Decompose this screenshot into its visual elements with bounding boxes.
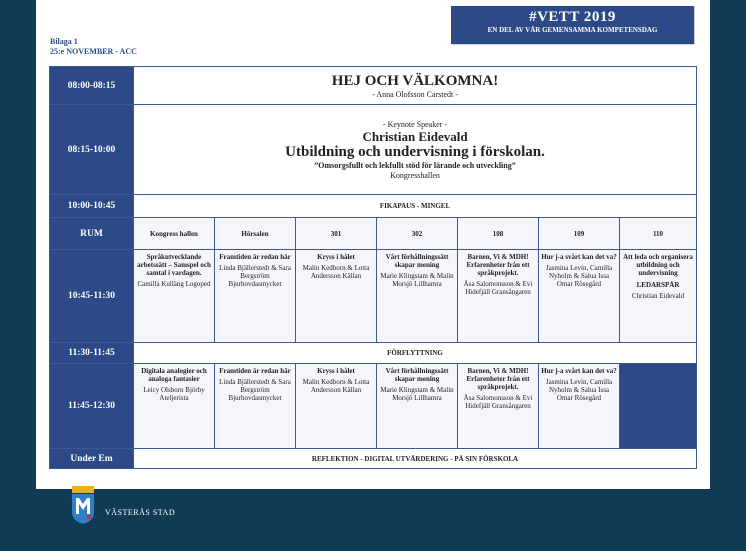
welcome-speaker: - Anna Olofsson Carstedt - [372,89,458,99]
session-track: LEDARSPÅR [636,281,680,289]
session-presenter: Malin Kedborn & Lotta Andersson Källan [302,378,370,394]
time-cell: 11:45-12:30 [50,364,134,449]
session-presenter: Linda Bjällerstedt & Sara Bergström Bjurhovdasmycket [219,378,291,402]
room-header: 301 [296,218,377,250]
schedule-page [36,0,710,489]
welcome-title: HEJ OCH VÄLKOMNA! [331,72,499,89]
session-cell [134,364,215,449]
session-presenter: Marie Klingstam & Malin Morsjö Lillhamra [380,272,454,288]
room-header: 302 [377,218,458,250]
session-presenter: Åsa Salomonsson & Evi Hidefjäll Gransångaren [463,394,533,410]
keynote-title: Utbildning och undervisning i förskolan. [285,143,545,160]
session-title: Vårt förhållningssätt skapar mening [385,253,449,269]
room-header: Hörsalen [215,218,296,250]
session-title: Hur j-a svårt kan det va? [541,367,617,375]
session-cell [134,250,215,343]
keynote-label: - Keynote Speaker - [382,119,448,129]
reflection-cell: REFLEKTION - DIGITAL UTVÄRDERING - PÅ SIN FÖRSKOLA [134,449,697,469]
session-cell [215,364,296,449]
organization-name: VÄSTERÅS STAD [105,508,176,517]
session-title: Barnen, Vi & MDH! Erfarenheter från ett språkprojekt. [466,367,530,391]
keynote-place: Kongresshallen [390,170,440,180]
session-presenter: Linda Bjällerstedt & Sara Bergström Bjurhovdasmycket [219,264,291,288]
session-cell [377,250,458,343]
time-cell: 11:30-11:45 [50,343,134,364]
room-header: Kongress hallen [134,218,215,250]
session-title: Barnen, Vi & MDH! Erfarenheter från ett språkprojekt. [466,253,530,277]
room-header: 108 [458,218,539,250]
room-header: 109 [539,218,620,250]
row-welcome [50,67,697,105]
session-title: Framtiden är redan här [219,367,291,375]
session-presenter: Christian Eidevald [631,292,685,300]
session-title: Vårt förhållningssätt skapar mening [385,367,449,383]
session-presenter: Leicy Olsborn Björby Ateljerista [143,386,205,402]
row-keynote [50,105,697,195]
session-presenter: Jasmina Levin, Camilla Nyholm & Salua Issa Omar Rösegård [545,264,613,288]
move-cell: FÖRFLYTTNING [134,343,697,364]
session-title: Digitala analogier och analoga fantasier [141,367,207,383]
attachment-label: Bilaga 1 [50,37,78,46]
session-cell [377,364,458,449]
session-cell [539,250,620,343]
session-title: Språkutvecklande arbetssätt – Samspel och samtal i vardagen. [137,253,211,277]
session-presenter: Åsa Salomonsson & Evi Hidefjäll Gransångaren [463,280,533,296]
empty-room-cell [620,364,697,449]
time-cell: 10:45-11:30 [50,250,134,343]
document-header [50,37,137,57]
time-cell: Under Em [50,449,134,469]
time-cell: 08:15-10:00 [50,105,134,195]
keynote-cell [134,105,697,195]
session-title: Framtiden är redan här [219,253,291,261]
vasteras-coat-of-arms-icon [70,486,96,524]
welcome-cell [134,67,697,105]
session-cell [458,250,539,343]
row-rooms [50,218,697,250]
row-move [50,343,697,364]
session-title: Kryss i hålet [317,367,355,375]
session-cell [215,250,296,343]
rooms-label: RUM [50,218,134,250]
session-presenter: Jasmina Levin, Camilla Nyholm & Salua Issa Omar Rösegård [545,378,613,402]
room-header: 110 [620,218,697,250]
session-presenter: Marie Klingstam & Malin Morsjö Lillhamra [380,386,454,402]
keynote-speaker: Christian Eidevald [362,128,468,144]
session-presenter: Camilla Kulläng Logoped [137,280,211,288]
time-cell: 08:00-08:15 [50,67,134,105]
keynote-quote: ”Omsorgsfullt och lekfullt stöd för lärande och utveckling” [314,160,516,170]
schedule-table [49,66,697,469]
event-banner [451,6,694,44]
session-cell [296,250,377,343]
banner-subtitle: EN DEL AV VÅR GEMENSAMMA KOMPETENSDAG [487,26,658,34]
session-cell [539,364,620,449]
coffee-cell: FIKAPAUS - MINGEL [134,195,697,218]
session-presenter: Malin Kedborn & Lotta Andersson Källan [302,264,370,280]
banner-title: #VETT 2019 [529,9,616,25]
date-place: 25:e NOVEMBER - ACC [50,47,137,56]
session-title: Hur j-a svårt kan det va? [541,253,617,261]
session-title: Kryss i hålet [317,253,355,261]
session-cell [296,364,377,449]
row-session-1 [50,250,697,343]
row-session-2 [50,364,697,449]
row-coffee [50,195,697,218]
time-cell: 10:00-10:45 [50,195,134,218]
session-cell [458,364,539,449]
session-title: Att leda och organisera utbildning och undervisning [623,253,693,277]
row-reflection [50,449,697,469]
session-cell [620,250,697,343]
